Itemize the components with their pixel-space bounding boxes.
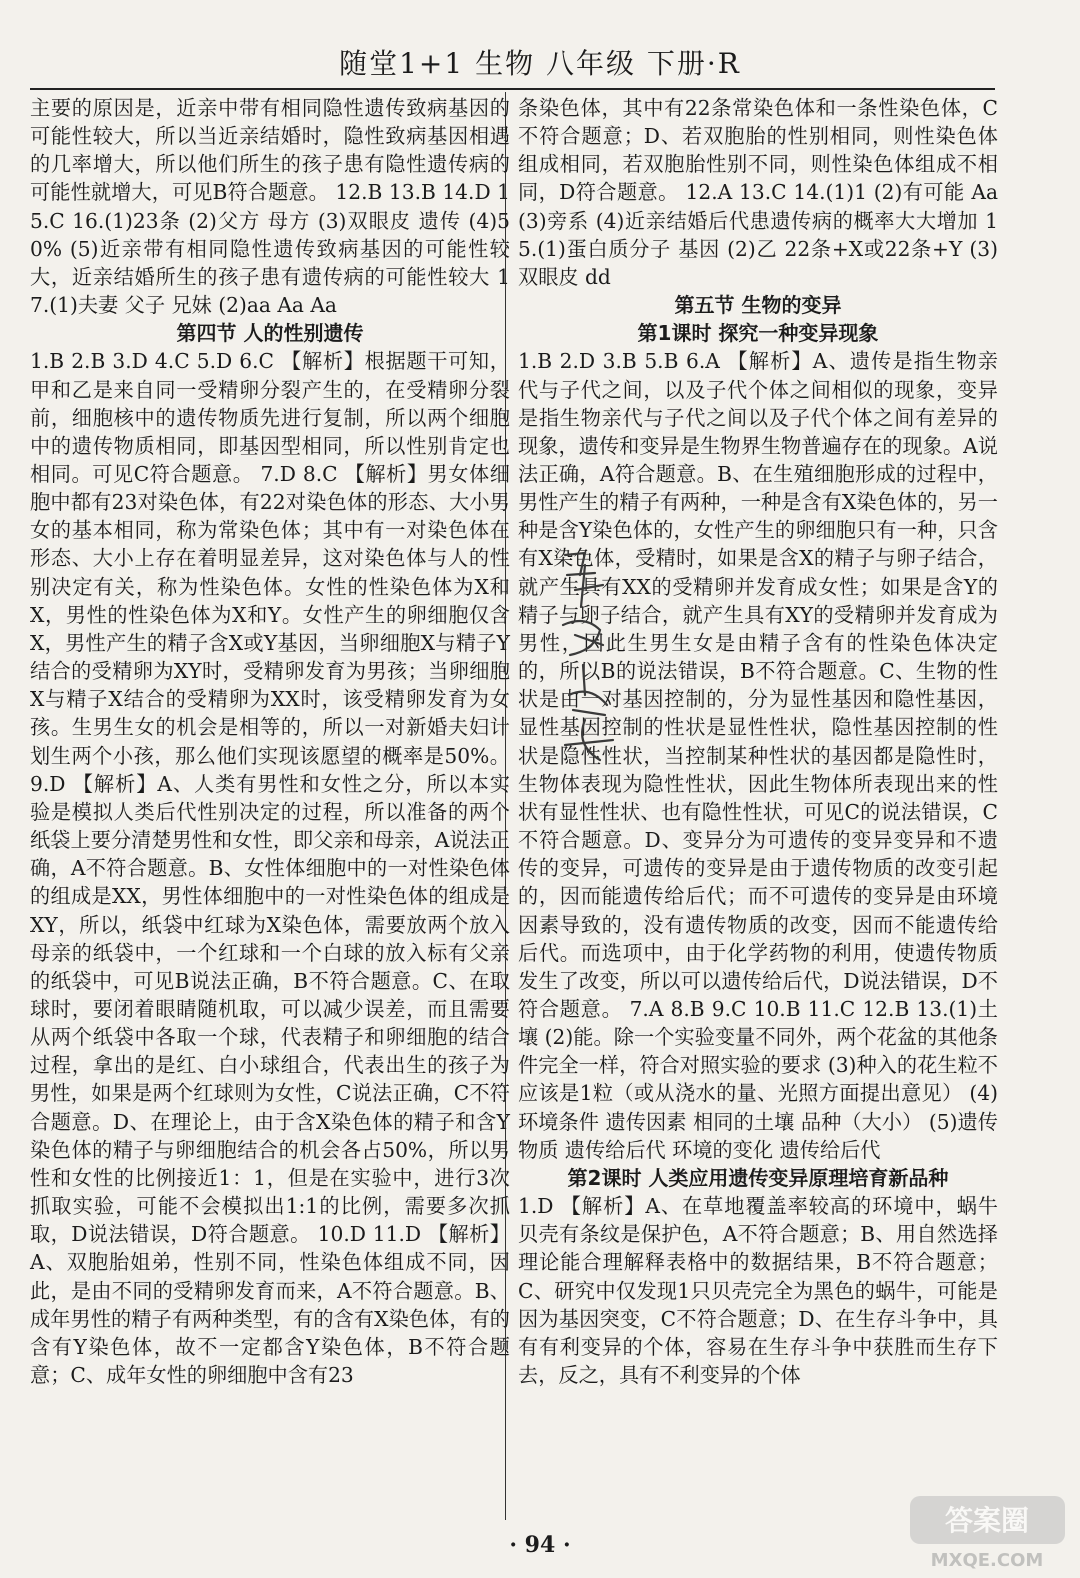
lesson-heading: 第2课时 人类应用遗传变异原理培育新品种 xyxy=(567,1165,949,1190)
answer-block: 1.D 【解析】A、在草地覆盖率较高的环境中，蜗牛贝壳有条纹是保护色，A不符合题意；B、用自然选择理论能合理解释表格中的数据结果，B不符合题意；C、研究中仅发现1只贝壳完全为黑色的蜗牛，可能是因为基因突变，C不符合题意；D、在生存斗争中，具有有利变异的个体，容易在生存斗争中获胜而生存下去，反之，具有不利变异的个体 xyxy=(518,1194,998,1387)
page-number: · 94 · xyxy=(509,1532,571,1558)
handwritten-annotation-icon xyxy=(555,545,625,775)
header-rule xyxy=(30,88,995,90)
watermark-logo-icon xyxy=(905,1488,1070,1573)
lesson-heading: 第1课时 探究一种变异现象 xyxy=(637,321,879,346)
answer-block: 1.B 2.D 3.B 5.B 6.A 【解析】A、遗传是指生物亲代与子代之间，以及子代个体之间相似的现象，变异是指生物亲代与子代之间以及子代个体之间有差异的现象，遗传和变异是生物界生物普遍存在的现象。A说法正确，A符合题意。B、在生殖细胞形成的过程中，男性产生的精子有两种，一种是含有X染色体的，另一种是含Y染色体的，女性产生的卵细胞只有一种，只含有X染色体，受精时，如果是含X的精子与卵子结合，就产生具有XX的受精卵并发育成女性；如果是含Y的精子与卵子结合，就产生具有XY的受精卵并发育成为男性，因此生男生女是由精子含有的性染色体决定的，所以B的说法错误，B不符合题意。C、生物的性状是由一对基因控制的，分为显性基因和隐性基因，显性基因控制的性状是显性性状，隐性基因控制的性状是隐性性状，当控制某种性状的基因都是隐性时，生物体表现为隐性性状，因此生物体所表现出来的性状有显性性状、也有隐性性状，可见C的说法错误，C不符合题意。D、变异分为可遗传的变异变异和不遗传的变异，可遗传的变异是由于遗传物质的改变引起的，因而能遗传给后代；而不可遗传的变异是由环境因素导致的，没有遗传物质的改变，因而不能遗传给后代。而选项中，由于化学药物的利用，使遗传物质发生了改变，所以可以遗传给后代，D说法错误，D不符合题意。 7.A 8.B 9.C 10.B 11.C 12.B 13.(1)土壤 (2)能。除一个实验变量不同外，两个花盆的其他条件完全一样，符合对照实验的要求 (3)种入的花生粒不应该是1粒（或从浇水的量、光照方面提出意见） (4)环境条件 遗传因素 相同的土壤 品种（大小） (5)遗传物质 遗传给后代 环境的变化 遗传给后代 xyxy=(518,349,998,1162)
running-header: 随堂1+1 生物 八年级 下册·R xyxy=(339,47,741,80)
answer-block: 主要的原因是，近亲中带有相同隐性遗传致病基因的可能性较大，所以当近亲结婚时，隐性致病基因相遇的几率增大，所以他们所生的孩子患有隐性遗传病的可能性就增大，可见B符合题意。 12.B 13.B 14.D 15.C 16.(1)23条 (2)父方 母方 (3)双眼皮 遗传 (4)50% (5)近亲带有相同隐性遗传致病基因的可能性较大，近亲结婚所生的孩子患有遗传病的可能性较大 17.(1)夫妻 父子 兄妹 (2)aa Aa Aa xyxy=(30,96,510,318)
svg-text:答案圈: 答案圈 xyxy=(944,1504,1030,1537)
section-heading: 第五节 生物的变异 xyxy=(674,293,842,318)
answer-block: 条染色体，其中有22条常染色体和一条性染色体，C不符合题意；D、若双胞胎的性别相同，则性染色体组成相同，若双胞胎性别不同，则性染色体组成不相同，D符合题意。 12.A 13.C 14.(1)1 (2)有可能 Aa (3)旁系 (4)近亲结婚后代患遗传病的概率大大增加 15.(1)蛋白质分子 基因 (2)乙 22条+X或22条+Y (3)双眼皮 dd xyxy=(518,96,998,289)
left-column xyxy=(30,94,510,1389)
section-heading: 第四节 人的性别遗传 xyxy=(176,321,364,346)
svg-text:MXQE.COM: MXQE.COM xyxy=(930,1550,1044,1571)
answer-block: 1.B 2.B 3.D 4.C 5.D 6.C 【解析】根据题干可知，甲和乙是来自同一受精卵分裂产生的，在受精卵分裂前，细胞核中的遗传物质先进行复制，所以两个细胞中的遗传物质相同，即基因型相同，所以性别肯定也相同。可见C符合题意。 7.D 8.C 【解析】男女体细胞中都有23对染色体，有22对染色体的形态、大小男女的基本相同，称为常染色体；其中有一对染色体在形态、大小上存在着明显差异，这对染色体与人的性别决定有关，称为性染色体。女性的性染色体为X和X，男性的性染色体为X和Y。女性产生的卵细胞仅含X，男性产生的精子含X或Y基因，当卵细胞X与精子Y结合的受精卵为XY时，受精卵发育为男孩；当卵细胞X与精子X结合的受精卵为XX时，该受精卵发育为女孩。生男生女的机会是相等的，所以一对新婚夫妇计划生两个小孩，那么他们实现该愿望的概率是50%。 9.D 【解析】A、人类有男性和女性之分，所以本实验是模拟人类后代性别决定的过程，所以准备的两个纸袋上要分清楚男性和女性，即父亲和母亲，A说法正确，A不符合题意。B、女性体细胞中的一对性染色体的组成是XX，男性体细胞中的一对性染色体的组成是XY，所以，纸袋中红球为X染色体，需要放两个放入母亲的纸袋中，一个红球和一个白球的放入标有父亲的纸袋中，可见B说法正确，B不符合题意。C、在取球时，要闭着眼睛随机取，可以减少误差，而且需要从两个纸袋中各取一个球，代表精子和卵细胞的结合过程，拿出的是红、白小球组合，代表出生的孩子为男性，如果是两个红球则为女性，C说法正确，C不符合题意。D、在理论上，由于含X染色体的精子和含Y染色体的精子与卵细胞结合的机会各占50%，所以男性和女性的比例接近1：1，但是在实验中，进行3次抓取实验，可能不会模拟出1:1的比例，需要多次抓取，D说法错误，D符合题意。 10.D 11.D 【解析】A、双胞胎姐弟，性别不同，性染色体组成不同，因此，是由不同的受精卵发育而来，A不符合题意。B、成年男性的精子有两种类型，有的含有X染色体，有的含有Y染色体，故不一定都含Y染色体，B不符合题意；C、成年女性的卵细胞中含有23 xyxy=(30,349,510,1388)
